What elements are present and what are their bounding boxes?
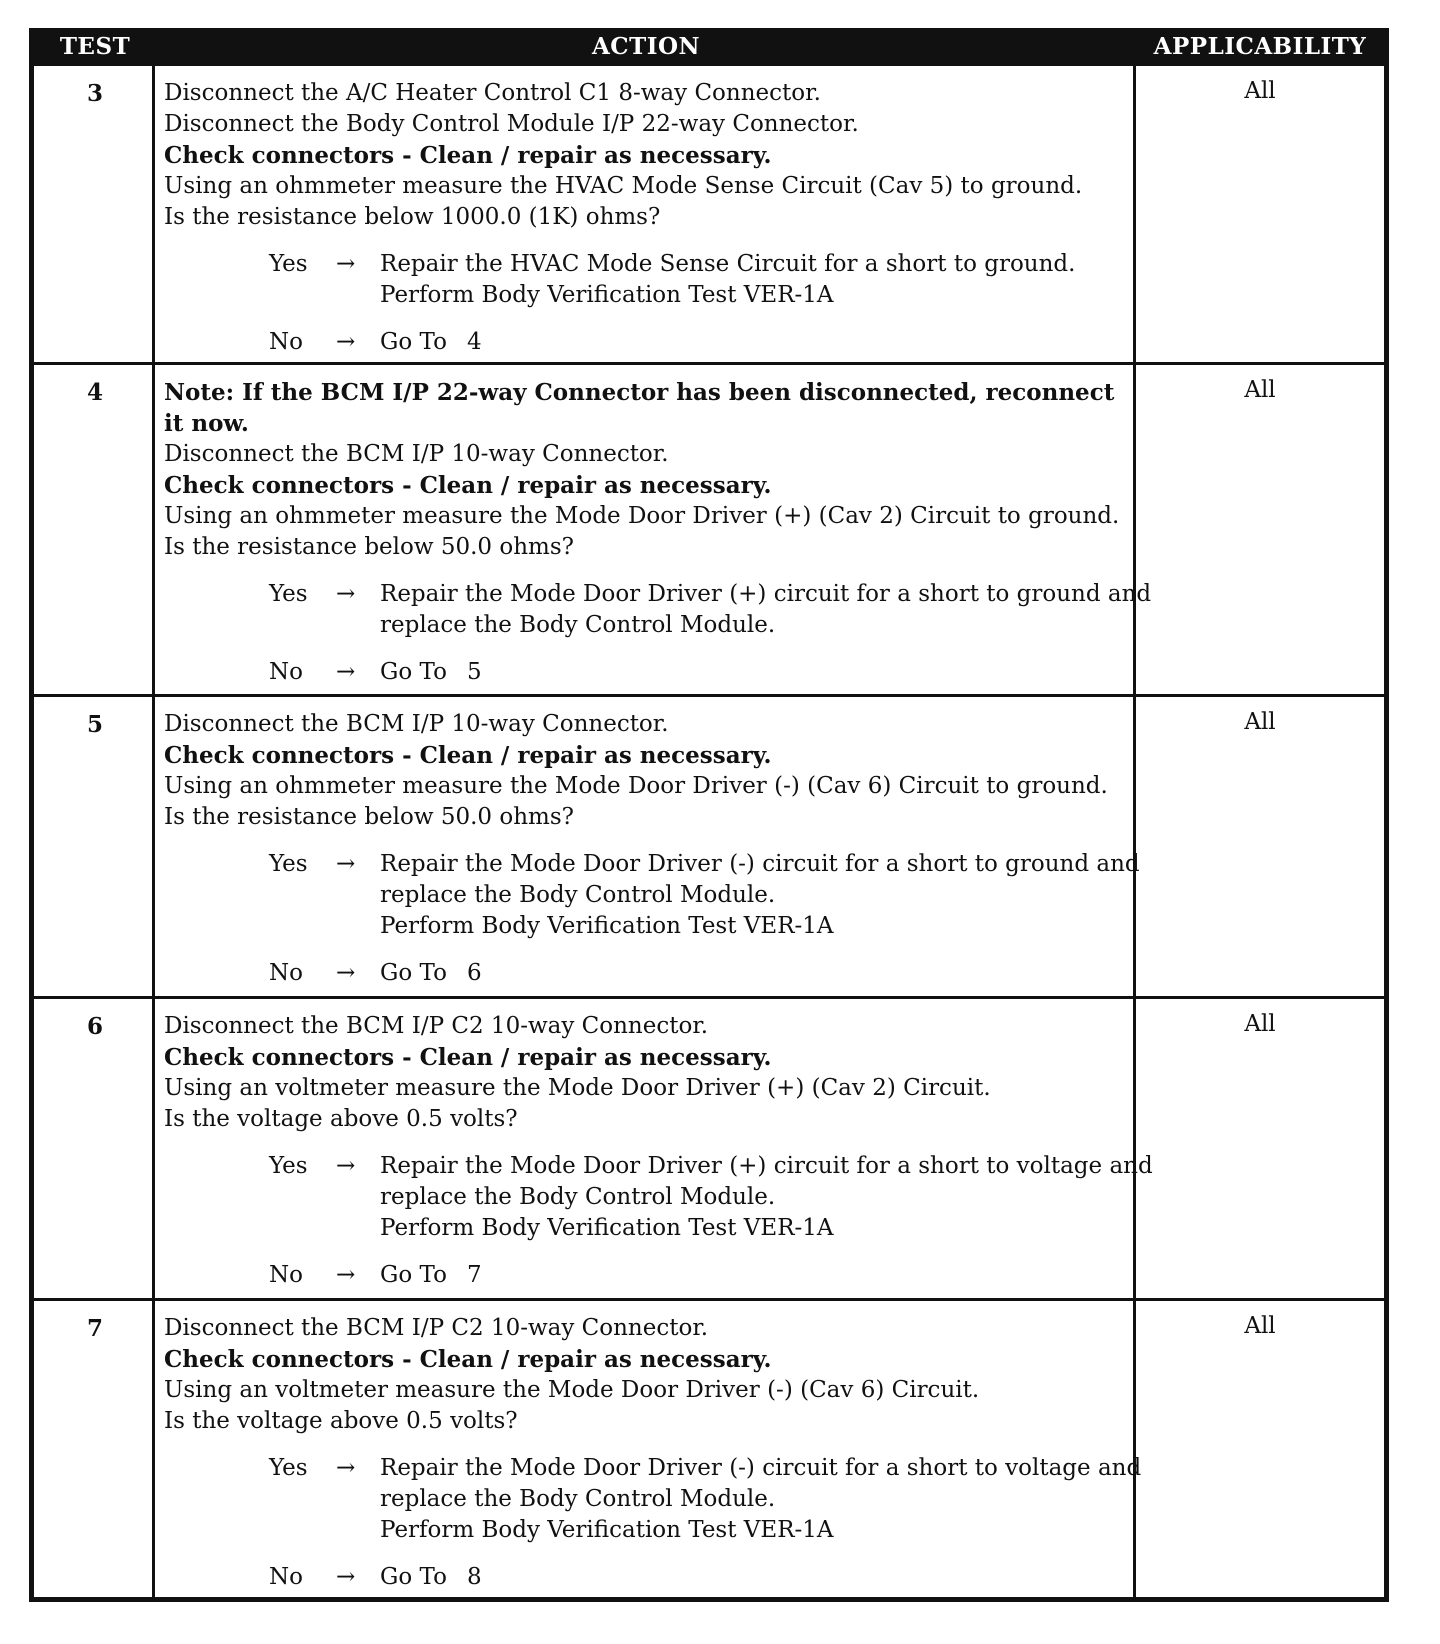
applicability-value: All — [1244, 1313, 1276, 1339]
result-line: Perform Body Verification Test VER-1A — [380, 282, 834, 308]
action-step: Disconnect the BCM I/P C2 10-way Connector. — [164, 1013, 709, 1039]
no-label: No — [269, 960, 303, 986]
check-connectors-instruction: Check connectors - Clean / repair as necessary. — [164, 742, 772, 769]
action-cell — [164, 709, 1140, 989]
arrow-icon: → — [336, 960, 356, 986]
table-header — [34, 28, 1384, 66]
yes-outcome — [164, 849, 1140, 942]
yes-outcome — [164, 249, 1132, 311]
test-number: 6 — [86, 1013, 103, 1040]
result-line: replace the Body Control Module. — [380, 1184, 776, 1210]
no-result — [380, 657, 1132, 688]
action-step: Disconnect the BCM I/P 10-way Connector. — [164, 441, 669, 467]
applicability-value: All — [1244, 1011, 1276, 1037]
result-line: Perform Body Verification Test VER-1A — [380, 1215, 834, 1241]
yes-label: Yes — [269, 1153, 308, 1179]
goto-target: 4 — [466, 329, 482, 355]
yes-result — [380, 249, 1132, 311]
applicability-value: All — [1244, 709, 1276, 735]
no-outcome — [164, 657, 1132, 688]
table-row — [34, 694, 1384, 999]
goto-text: Go To — [380, 1564, 447, 1590]
no-outcome — [164, 327, 1132, 358]
check-connectors-instruction: Check connectors - Clean / repair as necessary. — [164, 142, 772, 169]
check-connectors-instruction: Check connectors - Clean / repair as necessary. — [164, 472, 772, 499]
goto-text: Go To — [380, 1262, 447, 1288]
no-result — [380, 327, 1132, 358]
test-question: Is the resistance below 1000.0 (1K) ohms? — [164, 204, 661, 230]
arrow-icon: → — [336, 1262, 356, 1288]
table-row — [34, 1298, 1384, 1605]
arrow-icon: → — [336, 1455, 356, 1481]
goto-text: Go To — [380, 329, 447, 355]
yes-label: Yes — [269, 851, 308, 877]
goto-text: Go To — [380, 659, 447, 685]
no-outcome — [164, 1562, 1132, 1593]
arrow-icon: → — [336, 851, 356, 877]
action-step: Using an ohmmeter measure the HVAC Mode Sense Circuit (Cav 5) to ground. — [164, 173, 1083, 199]
check-connectors-instruction: Check connectors - Clean / repair as necessary. — [164, 1346, 772, 1373]
arrow-icon: → — [336, 581, 356, 607]
applicability-value: All — [1244, 377, 1276, 403]
action-step: Using an ohmmeter measure the Mode Door Driver (-) (Cav 6) Circuit to ground. — [164, 773, 1108, 799]
no-label: No — [269, 1564, 303, 1590]
applicability-value: All — [1244, 78, 1276, 104]
yes-label: Yes — [269, 1455, 308, 1481]
action-step: Using an voltmeter measure the Mode Door Driver (-) (Cav 6) Circuit. — [164, 1377, 980, 1403]
test-question: Is the voltage above 0.5 volts? — [164, 1106, 518, 1132]
result-line: Repair the Mode Door Driver (-) circuit for a short to ground and — [380, 851, 1140, 877]
action-step: Using an ohmmeter measure the Mode Door Driver (+) (Cav 2) Circuit to ground. — [164, 503, 1120, 529]
no-label: No — [269, 329, 303, 355]
test-question: Is the voltage above 0.5 volts? — [164, 1408, 518, 1434]
test-number: 3 — [86, 80, 103, 107]
action-cell — [164, 1313, 1142, 1593]
yes-outcome — [164, 1151, 1153, 1244]
no-result — [380, 1260, 1132, 1291]
diagnostic-test-table — [29, 28, 1389, 1602]
no-label: No — [269, 659, 303, 685]
goto-target: 6 — [466, 960, 482, 986]
result-line: Repair the HVAC Mode Sense Circuit for a short to ground. — [380, 251, 1076, 277]
yes-result — [380, 579, 1152, 641]
action-step: Disconnect the BCM I/P C2 10-way Connector. — [164, 1315, 709, 1341]
arrow-icon: → — [336, 251, 356, 277]
action-step: Disconnect the Body Control Module I/P 22-way Connector. — [164, 111, 859, 137]
result-line: replace the Body Control Module. — [380, 882, 776, 908]
header-applicability: APPLICABILITY — [1153, 33, 1367, 60]
test-number: 7 — [86, 1315, 103, 1342]
action-cell — [164, 78, 1132, 358]
arrow-icon: → — [336, 1153, 356, 1179]
table-row — [34, 66, 1384, 362]
yes-label: Yes — [269, 251, 308, 277]
header-action: ACTION — [591, 33, 701, 60]
test-question: Is the resistance below 50.0 ohms? — [164, 804, 574, 830]
goto-target: 8 — [466, 1564, 482, 1590]
action-step: Using an voltmeter measure the Mode Door Driver (+) (Cav 2) Circuit. — [164, 1075, 991, 1101]
yes-outcome — [164, 1453, 1142, 1546]
action-cell — [164, 1011, 1153, 1291]
test-question: Is the resistance below 50.0 ohms? — [164, 534, 574, 560]
table-row — [34, 362, 1384, 697]
note-text: Note: If the BCM I/P 22-way Connector has been disconnected, reconnect it now. — [164, 379, 1115, 437]
test-number: 4 — [86, 379, 103, 406]
no-result — [380, 958, 1132, 989]
result-line: replace the Body Control Module. — [380, 612, 776, 638]
no-result — [380, 1562, 1132, 1593]
result-line: replace the Body Control Module. — [380, 1486, 776, 1512]
yes-outcome — [164, 579, 1152, 641]
result-line: Perform Body Verification Test VER-1A — [380, 1517, 834, 1543]
yes-result — [380, 849, 1140, 942]
yes-result — [380, 1151, 1153, 1244]
goto-text: Go To — [380, 960, 447, 986]
arrow-icon: → — [336, 659, 356, 685]
check-connectors-instruction: Check connectors - Clean / repair as necessary. — [164, 1044, 772, 1071]
header-test: TEST — [59, 33, 131, 60]
result-line: Repair the Mode Door Driver (+) circuit for a short to ground and — [380, 581, 1152, 607]
no-outcome — [164, 1260, 1132, 1291]
goto-target: 7 — [466, 1262, 482, 1288]
arrow-icon: → — [336, 329, 356, 355]
action-cell — [164, 377, 1152, 688]
table-row — [34, 996, 1384, 1301]
test-number: 5 — [86, 711, 103, 738]
result-line: Perform Body Verification Test VER-1A — [380, 913, 834, 939]
action-step: Disconnect the BCM I/P 10-way Connector. — [164, 711, 669, 737]
arrow-icon: → — [336, 1564, 356, 1590]
action-step: Disconnect the A/C Heater Control C1 8-way Connector. — [164, 80, 821, 106]
goto-target: 5 — [466, 659, 482, 685]
result-line: Repair the Mode Door Driver (-) circuit for a short to voltage and — [380, 1455, 1142, 1481]
result-line: Repair the Mode Door Driver (+) circuit for a short to voltage and — [380, 1153, 1153, 1179]
yes-label: Yes — [269, 581, 308, 607]
no-outcome — [164, 958, 1132, 989]
no-label: No — [269, 1262, 303, 1288]
yes-result — [380, 1453, 1142, 1546]
